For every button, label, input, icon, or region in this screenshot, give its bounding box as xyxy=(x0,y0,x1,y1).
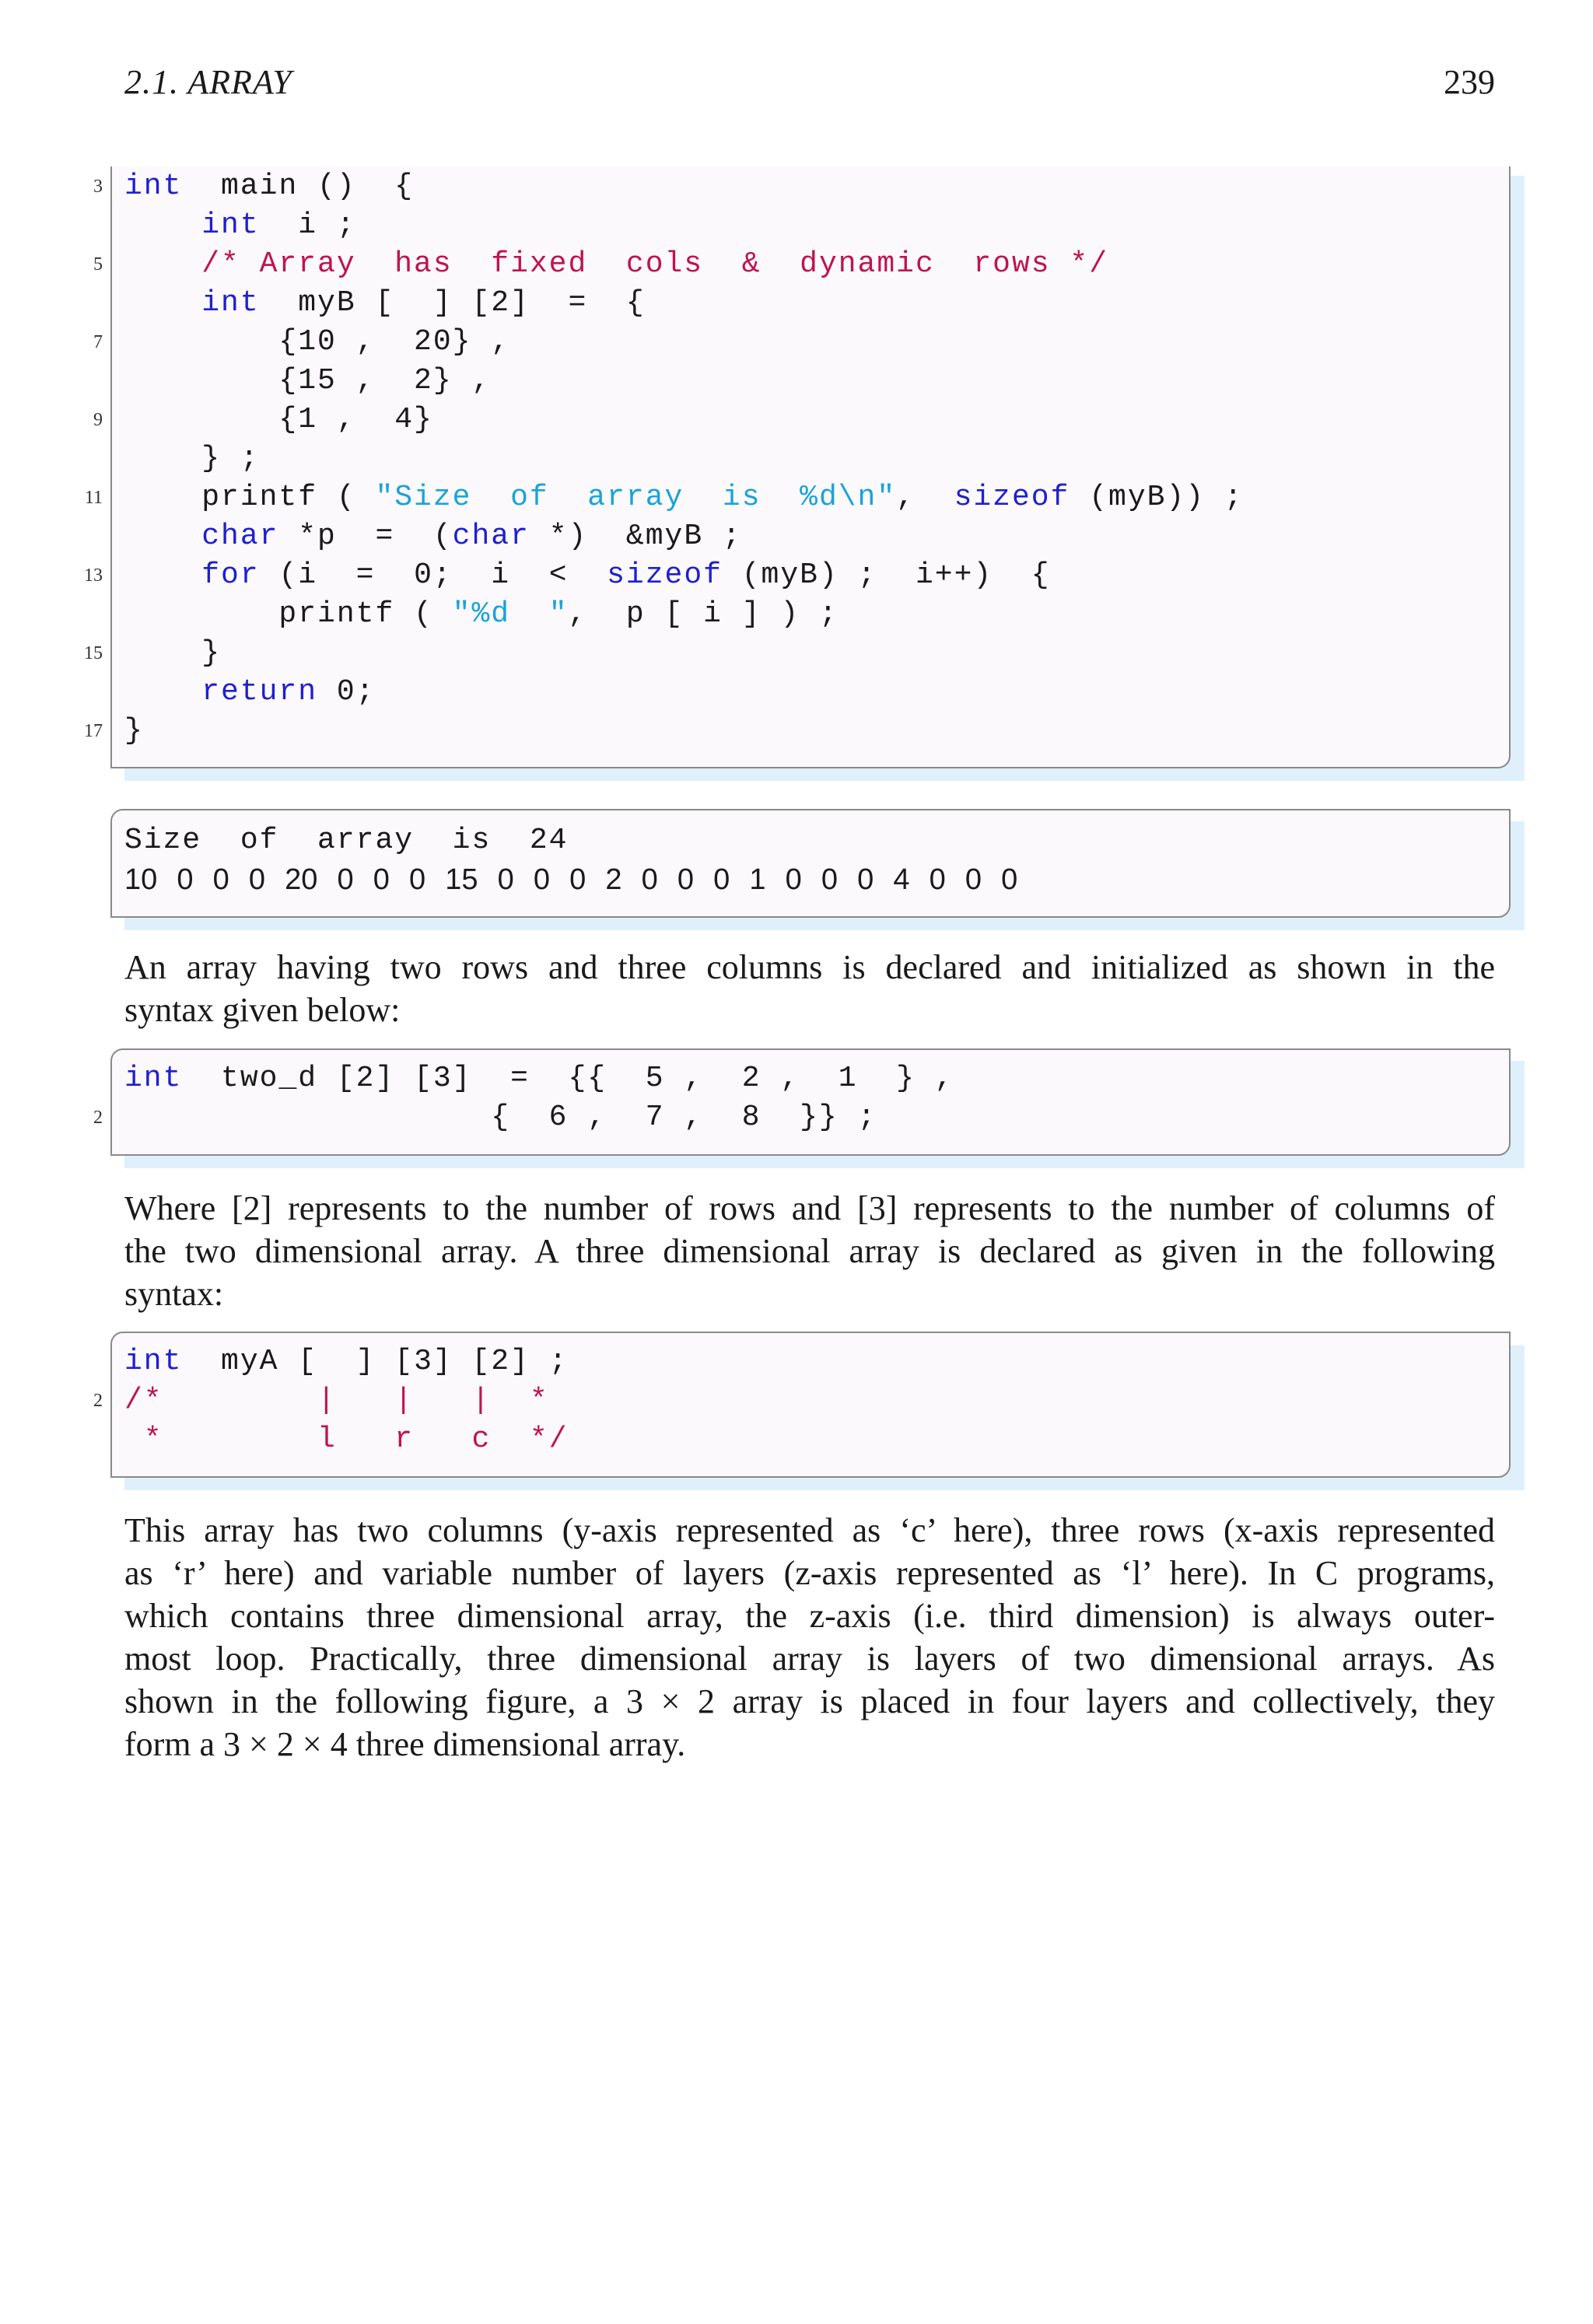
output-line-1: Size of array is 24 xyxy=(124,824,569,857)
code-text: {1 , 4} xyxy=(124,403,433,436)
line-number xyxy=(0,673,103,712)
code-keyword: sizeof xyxy=(954,481,1070,514)
code-comment: /* | | | * xyxy=(124,1384,549,1417)
code-text xyxy=(124,675,201,709)
code-keyword: int xyxy=(201,208,260,242)
code-line xyxy=(124,245,1108,284)
line-number: 2 xyxy=(93,1391,103,1411)
line-number: 3 xyxy=(93,177,103,197)
paragraph-line: An array having two rows and three columns is declared and initialized as shown in the xyxy=(124,948,1495,986)
line-number xyxy=(0,1059,103,1098)
code-text: two_d [2] [3] = {{ 5 , 2 , 1 } , xyxy=(182,1062,954,1095)
paragraph-line: syntax: xyxy=(124,1275,224,1313)
code-text: myB [ ] [2] = { xyxy=(259,286,646,320)
line-number: 15 xyxy=(84,643,103,663)
code-line xyxy=(124,673,375,712)
code-text: myA [ ] [3] [2] ; xyxy=(182,1345,569,1378)
line-number xyxy=(0,1342,103,1381)
paragraph-line: form a 3 × 2 × 4 three dimensional array. xyxy=(124,1725,686,1763)
line-number: 17 xyxy=(84,721,103,741)
code-text: *p = ( xyxy=(278,520,453,553)
code-line xyxy=(124,1098,877,1137)
code-keyword: int xyxy=(201,286,260,320)
code-text: } ; xyxy=(124,442,260,475)
code-text: } xyxy=(124,636,222,670)
code-text xyxy=(124,286,201,320)
page-number: 239 xyxy=(1444,63,1495,101)
code-text: , p [ i ] ) ; xyxy=(568,597,839,631)
code-keyword: char xyxy=(452,520,530,553)
code-text: (myB) ; i++) { xyxy=(722,558,1051,592)
code-text: (i = 0; i < xyxy=(259,558,607,592)
paragraph-line: syntax given below: xyxy=(124,991,401,1029)
code-text: , xyxy=(896,481,954,514)
line-number xyxy=(0,284,103,323)
code-text: { 6 , 7 , 8 }} ; xyxy=(124,1101,877,1134)
code-text: {10 , 20} , xyxy=(124,325,511,359)
line-number: 11 xyxy=(84,488,103,508)
code-line xyxy=(124,634,221,673)
line-number xyxy=(0,206,103,245)
code-line xyxy=(124,206,356,245)
running-header-section: 2.1. ARRAY xyxy=(124,63,292,101)
line-number: 7 xyxy=(93,332,103,352)
output-line-2: 10 0 0 0 20 0 0 0 15 0 0 0 2 0 0 0 1 0 0 0 4 0 0 0 xyxy=(124,863,1018,896)
code-line xyxy=(124,478,1244,517)
paragraph-1 xyxy=(124,946,1495,1031)
code-comment: * l r c */ xyxy=(124,1423,569,1456)
paragraph-3 xyxy=(124,1509,1495,1766)
code-keyword: char xyxy=(201,520,279,553)
paragraph-line: which contains three dimensional array, the z-axis (i.e. third dimension) is always outer- xyxy=(124,1597,1495,1635)
code-keyword: int xyxy=(124,1345,183,1378)
code-line xyxy=(124,1059,954,1098)
code-text: 0; xyxy=(317,675,376,709)
line-number: 9 xyxy=(93,410,103,430)
code-keyword: int xyxy=(124,170,183,203)
code-text: (myB)) ; xyxy=(1070,481,1244,514)
code-text: {15 , 2} , xyxy=(124,364,492,397)
code-string: "%d " xyxy=(452,597,569,631)
code-keyword: int xyxy=(124,1062,183,1095)
line-number: 13 xyxy=(84,565,103,586)
code-keyword: sizeof xyxy=(607,558,723,592)
code-text: } xyxy=(124,714,144,747)
code-line xyxy=(124,1381,549,1420)
paragraph-line: This array has two columns (y-axis represented as ‘c’ here), three rows (x-axis represented xyxy=(124,1511,1495,1549)
code-line xyxy=(124,284,646,323)
code-text xyxy=(124,208,201,242)
code-line xyxy=(124,362,491,401)
paragraph-line: the two dimensional array. A three dimensional array is declared as given in the following xyxy=(124,1232,1495,1270)
code-line xyxy=(124,439,260,478)
code-line xyxy=(124,401,433,439)
paragraph-2 xyxy=(124,1187,1495,1315)
paragraph-line: Where [2] represents to the number of rows and [3] represents to the number of columns of xyxy=(124,1189,1495,1227)
code-text: i ; xyxy=(259,208,356,242)
code-line xyxy=(124,323,510,362)
code-text: printf ( xyxy=(124,481,376,514)
code-text: main () { xyxy=(182,170,415,203)
code-line xyxy=(124,712,144,751)
code-line xyxy=(124,556,1051,595)
code-line xyxy=(124,1420,569,1459)
line-number xyxy=(0,517,103,556)
code-keyword: return xyxy=(201,675,318,709)
line-number xyxy=(0,1420,103,1459)
code-line xyxy=(124,517,742,556)
code-line xyxy=(124,595,839,634)
code-text: *) &myB ; xyxy=(529,520,742,553)
code-text xyxy=(124,247,201,281)
code-keyword: for xyxy=(201,558,260,592)
code-line xyxy=(124,1342,569,1381)
code-text: printf ( xyxy=(124,597,453,631)
code-text xyxy=(124,520,201,553)
code-text xyxy=(124,558,201,592)
line-number: 2 xyxy=(93,1108,103,1128)
paragraph-line: as ‘r’ here) and variable number of layers (z-axis represented as ‘l’ here). In C programs, xyxy=(124,1554,1495,1592)
line-number xyxy=(0,362,103,401)
line-number: 5 xyxy=(93,254,103,275)
code-line xyxy=(124,167,414,206)
paragraph-line: most loop. Practically, three dimensional array is layers of two dimensional arrays. As xyxy=(124,1640,1495,1678)
line-number xyxy=(0,595,103,634)
code-comment: /* Array has fixed cols & dynamic rows */ xyxy=(201,247,1108,281)
paragraph-line: shown in the following figure, a 3 × 2 array is placed in four layers and collectively, they xyxy=(124,1682,1495,1720)
code-string: "Size of array is %d\n" xyxy=(375,481,897,514)
line-number xyxy=(0,439,103,478)
